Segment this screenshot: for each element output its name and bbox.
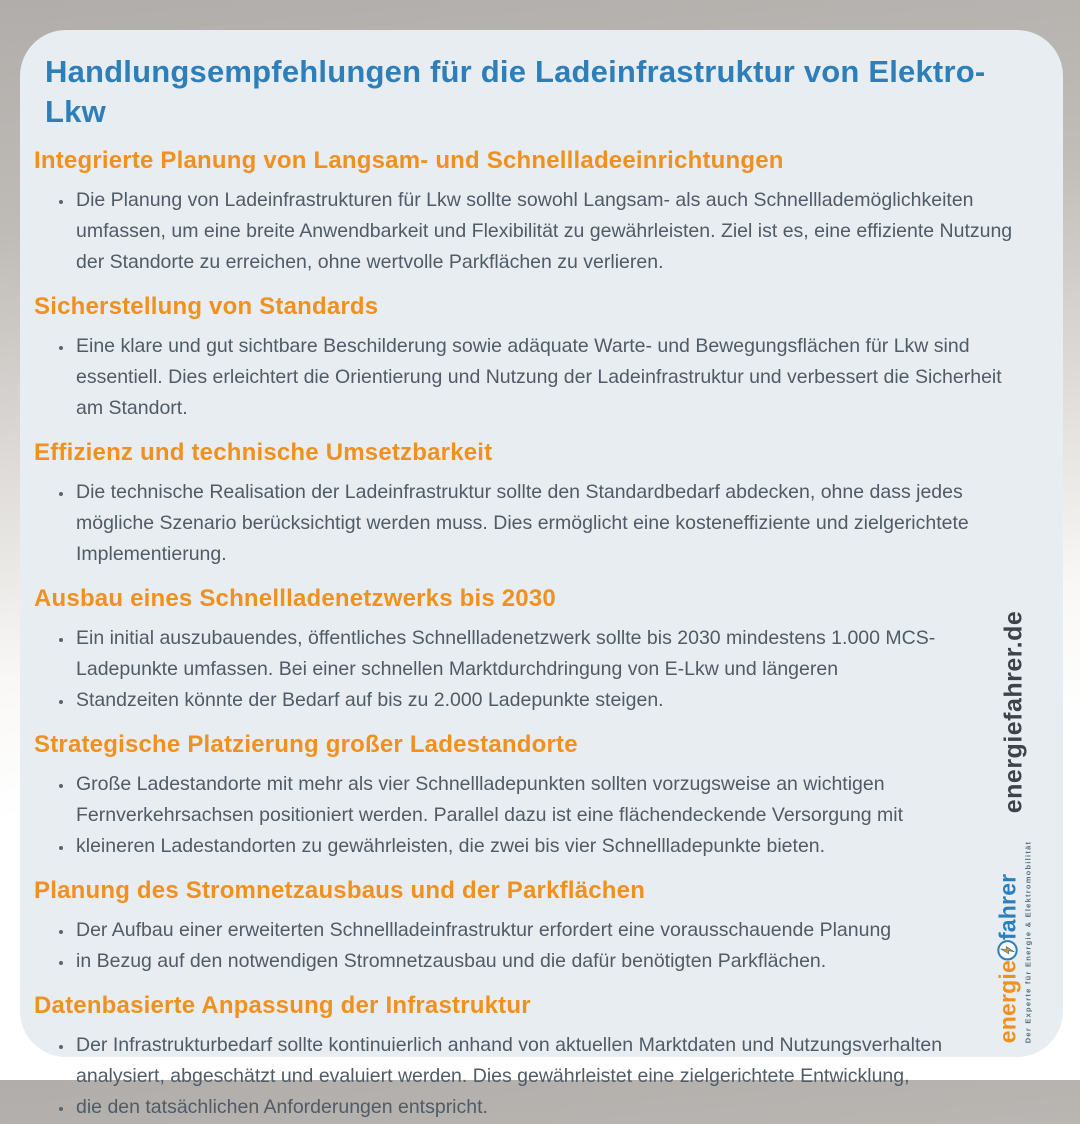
bullet-item: • Der Infrastrukturbedarf sollte kontinuierlich anhand von aktuellen Marktdaten und Nutzungsverhalten analysiert, abgeschätzt und evaluiert werden. Dies gewährleistet eine zielgerichtete Entwicklung, — [74, 1030, 1033, 1092]
bullet-item: • Standzeiten könnte der Bedarf auf bis zu 2.000 Ladepunkte steigen. — [74, 685, 1033, 716]
section-heading: Integrierte Planung von Langsam- und Schnellladeeinrichtungen — [34, 147, 784, 174]
section-fast-charging-network — [34, 584, 1033, 716]
brand-logo-wordmark — [996, 841, 1020, 1044]
section-heading: Datenbasierte Anpassung der Infrastruktur — [34, 992, 531, 1019]
section-efficiency — [34, 438, 1033, 570]
section-heading: Strategische Platzierung großer Ladestandorte — [34, 731, 578, 758]
logo-text-energie: energie — [994, 960, 1021, 1044]
logo-tagline: Der Experte für Energie & Elektromobilität — [1023, 840, 1033, 1044]
section-heading: Sicherstellung von Standards — [34, 293, 379, 320]
bullet-list — [34, 1030, 1033, 1123]
bullet-list — [34, 769, 1033, 862]
brand-logo — [996, 841, 1033, 1044]
section-strategic-placement — [34, 730, 1033, 862]
content-card — [20, 30, 1063, 1118]
section-integrated-planning — [34, 146, 1033, 278]
logo-text-fahrer: fahrer — [994, 873, 1021, 941]
section-heading: Effizienz und technische Umsetzbarkeit — [34, 439, 493, 466]
bullet-item: • Der Aufbau einer erweiterten Schnellladeinfrastruktur erfordert eine vorausschauende Planung — [74, 915, 1033, 946]
section-heading: Ausbau eines Schnellladenetzwerks bis 2030 — [34, 585, 556, 612]
bullet-item: • Die Planung von Ladeinfrastrukturen für Lkw sollte sowohl Langsam- als auch Schnelllademöglichkeiten umfassen, um eine breite Anwendbarkeit und Flexibilität zu gewährleisten. Ziel ist es, eine effiziente Nutzung der Standorte zu erreichen, ohne wertvolle Parkflächen zu verlieren. — [74, 185, 1033, 278]
section-heading: Planung des Stromnetzausbaus und der Parkflächen — [34, 877, 646, 904]
bullet-item: • die den tatsächlichen Anforderungen entspricht. — [74, 1092, 1033, 1123]
bullet-item: • Ein initial auszubauendes, öffentliches Schnellladenetzwerk sollte bis 2030 mindestens 1.000 MCS-Ladepunkte umfassen. Bei einer schnellen Marktdurchdringung von E-Lkw und längeren — [74, 623, 1033, 685]
bullet-list — [34, 185, 1033, 278]
bullet-item: • kleineren Ladestandorten zu gewährleisten, die zwei bis vier Schnellladepunkte bieten. — [74, 831, 1033, 862]
bullet-list — [34, 331, 1033, 424]
bullet-item: • in Bezug auf den notwendigen Stromnetzausbau und die dafür benötigten Parkflächen. — [74, 946, 1033, 977]
bullet-list — [34, 477, 1033, 570]
bullet-item: • Große Ladestandorte mit mehr als vier Schnellladepunkten sollten vorzugsweise an wichtigen Fernverkehrsachsen positioniert werden. Parallel dazu ist eine flächendeckende Versorgung mit — [74, 769, 1033, 831]
bullet-list — [34, 623, 1033, 716]
bullet-item: • Die technische Realisation der Ladeinfrastruktur sollte den Standardbedarf abdecken, ohne dass jedes mögliche Szenario berücksichtigt werden muss. Dies ermöglicht eine kosteneffiziente und zielgerichtete Implementierung. — [74, 477, 1033, 570]
page-title: Handlungsempfehlungen für die Ladeinfrastruktur von Elektro-Lkw — [45, 54, 986, 129]
section-standards — [34, 292, 1033, 424]
bullet-item: • Eine klare und gut sichtbare Beschilderung sowie adäquate Warte- und Bewegungsflächen für Lkw sind essentiell. Dies erleichtert die Orientierung und Nutzung der Ladeinfrastruktur und verbessert die Sicherheit am Standort. — [74, 331, 1033, 424]
lightning-bolt-icon — [997, 939, 1019, 961]
website-watermark: energiefahrer.de — [999, 610, 1028, 814]
section-data-based-adjustment — [34, 991, 1033, 1123]
bullet-list — [34, 915, 1033, 977]
